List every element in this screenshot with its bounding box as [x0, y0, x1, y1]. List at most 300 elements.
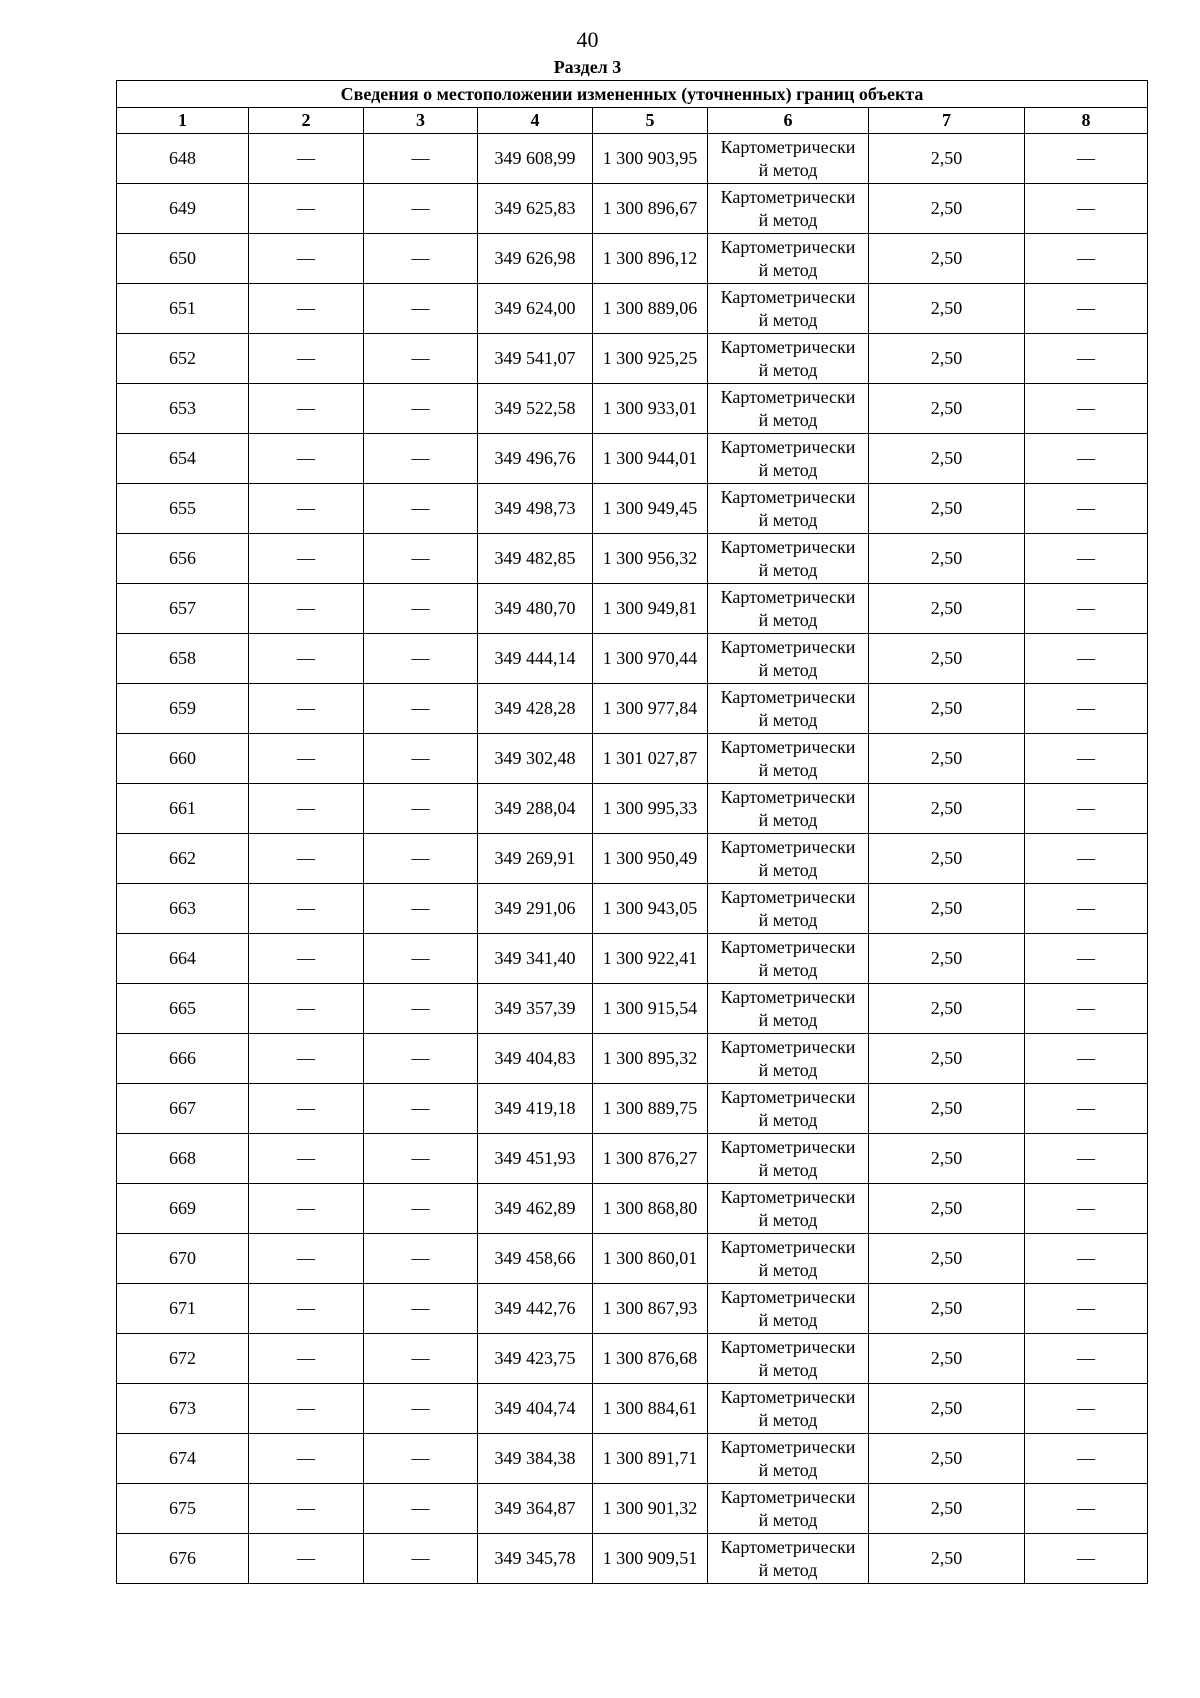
x-coordinate-cell: 349 498,73	[478, 484, 593, 534]
y-coordinate-cell: 1 300 956,32	[593, 534, 708, 584]
point-number-cell: 667	[117, 1084, 249, 1134]
column-number-2: 2	[249, 108, 364, 134]
method-line-2: й метод	[758, 209, 818, 230]
accuracy-cell: 2,50	[869, 834, 1025, 884]
column-8-cell: —	[1025, 584, 1148, 634]
y-coordinate-cell: 1 300 922,41	[593, 934, 708, 984]
x-coordinate-cell: 349 357,39	[478, 984, 593, 1034]
y-coordinate-cell: 1 300 970,44	[593, 634, 708, 684]
accuracy-cell: 2,50	[869, 734, 1025, 784]
column-2-cell: —	[249, 734, 364, 784]
column-2-cell: —	[249, 1234, 364, 1284]
table-row	[117, 1034, 1148, 1084]
x-coordinate-cell: 349 462,89	[478, 1184, 593, 1234]
method-line-2: й метод	[758, 759, 818, 780]
y-coordinate-cell: 1 300 891,71	[593, 1434, 708, 1484]
accuracy-cell: 2,50	[869, 1384, 1025, 1434]
y-coordinate-cell: 1 300 876,27	[593, 1134, 708, 1184]
table-row	[117, 284, 1148, 334]
method-line-1: Картометрически	[720, 786, 856, 807]
table-row	[117, 1434, 1148, 1484]
method-line-2: й метод	[758, 1259, 818, 1280]
table-caption: Сведения о местоположении измененных (уточненных) границ объекта	[117, 81, 1148, 108]
method-line-1: Картометрически	[720, 136, 856, 157]
column-3-cell: —	[364, 434, 478, 484]
accuracy-cell: 2,50	[869, 534, 1025, 584]
method-line-2: й метод	[758, 1109, 818, 1130]
y-coordinate-cell: 1 300 889,06	[593, 284, 708, 334]
column-8-cell: —	[1025, 534, 1148, 584]
point-number-cell: 674	[117, 1434, 249, 1484]
column-8-cell: —	[1025, 284, 1148, 334]
method-line-2: й метод	[758, 1409, 818, 1430]
column-number-8: 8	[1025, 108, 1148, 134]
method-line-2: й метод	[758, 859, 818, 880]
column-8-cell: —	[1025, 784, 1148, 834]
point-number-cell: 665	[117, 984, 249, 1034]
column-3-cell: —	[364, 1434, 478, 1484]
x-coordinate-cell: 349 522,58	[478, 384, 593, 434]
x-coordinate-cell: 349 442,76	[478, 1284, 593, 1334]
column-3-cell: —	[364, 534, 478, 584]
method-line-1: Картометрически	[720, 1186, 856, 1207]
column-3-cell: —	[364, 1284, 478, 1334]
method-line-2: й метод	[758, 1159, 818, 1180]
accuracy-cell: 2,50	[869, 684, 1025, 734]
method-line-1: Картометрически	[720, 1036, 856, 1057]
column-8-cell: —	[1025, 1484, 1148, 1534]
method-line-2: й метод	[758, 1559, 818, 1580]
x-coordinate-cell: 349 404,74	[478, 1384, 593, 1434]
method-line-2: й метод	[758, 959, 818, 980]
accuracy-cell: 2,50	[869, 1484, 1025, 1534]
method-cell	[708, 734, 869, 784]
table-row	[117, 1234, 1148, 1284]
point-number-cell: 660	[117, 734, 249, 784]
y-coordinate-cell: 1 300 884,61	[593, 1384, 708, 1434]
x-coordinate-cell: 349 404,83	[478, 1034, 593, 1084]
method-line-1: Картометрически	[720, 386, 856, 407]
method-cell	[708, 1234, 869, 1284]
method-cell	[708, 834, 869, 884]
column-2-cell: —	[249, 884, 364, 934]
point-number-cell: 673	[117, 1384, 249, 1434]
column-2-cell: —	[249, 1384, 364, 1434]
method-cell	[708, 234, 869, 284]
table-row	[117, 1334, 1148, 1384]
column-2-cell: —	[249, 684, 364, 734]
column-2-cell: —	[249, 1434, 364, 1484]
column-2-cell: —	[249, 1484, 364, 1534]
column-number-row	[117, 108, 1148, 134]
method-line-1: Картометрически	[720, 636, 856, 657]
column-8-cell: —	[1025, 1534, 1148, 1584]
column-3-cell: —	[364, 1334, 478, 1384]
accuracy-cell: 2,50	[869, 1284, 1025, 1334]
column-8-cell: —	[1025, 884, 1148, 934]
column-2-cell: —	[249, 1284, 364, 1334]
table-row	[117, 634, 1148, 684]
table-row	[117, 1134, 1148, 1184]
method-line-1: Картометрически	[720, 186, 856, 207]
method-cell	[708, 1334, 869, 1384]
point-number-cell: 662	[117, 834, 249, 884]
method-cell	[708, 434, 869, 484]
column-number-1: 1	[117, 108, 249, 134]
table-row	[117, 1284, 1148, 1334]
column-2-cell: —	[249, 984, 364, 1034]
y-coordinate-cell: 1 300 943,05	[593, 884, 708, 934]
y-coordinate-cell: 1 300 925,25	[593, 334, 708, 384]
point-number-cell: 676	[117, 1534, 249, 1584]
x-coordinate-cell: 349 480,70	[478, 584, 593, 634]
method-line-2: й метод	[758, 1009, 818, 1030]
column-2-cell: —	[249, 1134, 364, 1184]
method-line-2: й метод	[758, 609, 818, 630]
column-8-cell: —	[1025, 134, 1148, 184]
column-3-cell: —	[364, 1234, 478, 1284]
x-coordinate-cell: 349 482,85	[478, 534, 593, 584]
accuracy-cell: 2,50	[869, 384, 1025, 434]
method-line-1: Картометрически	[720, 586, 856, 607]
column-2-cell: —	[249, 434, 364, 484]
column-3-cell: —	[364, 1384, 478, 1434]
method-cell	[708, 984, 869, 1034]
column-3-cell: —	[364, 334, 478, 384]
point-number-cell: 648	[117, 134, 249, 184]
x-coordinate-cell: 349 302,48	[478, 734, 593, 784]
method-line-1: Картометрически	[720, 1086, 856, 1107]
column-2-cell: —	[249, 1334, 364, 1384]
y-coordinate-cell: 1 300 977,84	[593, 684, 708, 734]
boundary-coordinates-table	[116, 80, 1148, 1584]
column-8-cell: —	[1025, 934, 1148, 984]
method-cell	[708, 334, 869, 384]
column-8-cell: —	[1025, 334, 1148, 384]
table-caption-row	[117, 81, 1148, 108]
y-coordinate-cell: 1 300 896,67	[593, 184, 708, 234]
table-row	[117, 1384, 1148, 1434]
point-number-cell: 670	[117, 1234, 249, 1284]
point-number-cell: 657	[117, 584, 249, 634]
method-line-1: Картометрически	[720, 1386, 856, 1407]
column-2-cell: —	[249, 234, 364, 284]
x-coordinate-cell: 349 341,40	[478, 934, 593, 984]
column-8-cell: —	[1025, 1334, 1148, 1384]
accuracy-cell: 2,50	[869, 784, 1025, 834]
accuracy-cell: 2,50	[869, 1234, 1025, 1284]
accuracy-cell: 2,50	[869, 1034, 1025, 1084]
column-8-cell: —	[1025, 184, 1148, 234]
column-2-cell: —	[249, 384, 364, 434]
method-cell	[708, 1534, 869, 1584]
point-number-cell: 663	[117, 884, 249, 934]
method-cell	[708, 134, 869, 184]
x-coordinate-cell: 349 291,06	[478, 884, 593, 934]
column-3-cell: —	[364, 634, 478, 684]
point-number-cell: 651	[117, 284, 249, 334]
table-row	[117, 484, 1148, 534]
accuracy-cell: 2,50	[869, 184, 1025, 234]
point-number-cell: 652	[117, 334, 249, 384]
x-coordinate-cell: 349 419,18	[478, 1084, 593, 1134]
accuracy-cell: 2,50	[869, 134, 1025, 184]
point-number-cell: 656	[117, 534, 249, 584]
method-line-1: Картометрически	[720, 486, 856, 507]
table-row	[117, 834, 1148, 884]
x-coordinate-cell: 349 384,38	[478, 1434, 593, 1484]
column-8-cell: —	[1025, 684, 1148, 734]
column-8-cell: —	[1025, 1084, 1148, 1134]
column-number-5: 5	[593, 108, 708, 134]
accuracy-cell: 2,50	[869, 984, 1025, 1034]
column-3-cell: —	[364, 984, 478, 1034]
method-line-1: Картометрически	[720, 1486, 856, 1507]
method-cell	[708, 1184, 869, 1234]
column-3-cell: —	[364, 734, 478, 784]
x-coordinate-cell: 349 625,83	[478, 184, 593, 234]
table-row	[117, 784, 1148, 834]
point-number-cell: 669	[117, 1184, 249, 1234]
accuracy-cell: 2,50	[869, 634, 1025, 684]
column-2-cell: —	[249, 934, 364, 984]
point-number-cell: 675	[117, 1484, 249, 1534]
column-3-cell: —	[364, 1484, 478, 1534]
column-2-cell: —	[249, 1534, 364, 1584]
column-8-cell: —	[1025, 734, 1148, 784]
method-line-2: й метод	[758, 1309, 818, 1330]
column-3-cell: —	[364, 784, 478, 834]
column-2-cell: —	[249, 184, 364, 234]
point-number-cell: 658	[117, 634, 249, 684]
point-number-cell: 672	[117, 1334, 249, 1384]
point-number-cell: 650	[117, 234, 249, 284]
x-coordinate-cell: 349 496,76	[478, 434, 593, 484]
method-line-2: й метод	[758, 509, 818, 530]
column-3-cell: —	[364, 584, 478, 634]
y-coordinate-cell: 1 300 933,01	[593, 384, 708, 434]
y-coordinate-cell: 1 300 901,32	[593, 1484, 708, 1534]
column-3-cell: —	[364, 184, 478, 234]
point-number-cell: 661	[117, 784, 249, 834]
table-row	[117, 534, 1148, 584]
column-number-4: 4	[478, 108, 593, 134]
column-8-cell: —	[1025, 1134, 1148, 1184]
y-coordinate-cell: 1 300 896,12	[593, 234, 708, 284]
method-line-1: Картометрически	[720, 1536, 856, 1557]
column-number-7: 7	[869, 108, 1025, 134]
point-number-cell: 653	[117, 384, 249, 434]
y-coordinate-cell: 1 300 889,75	[593, 1084, 708, 1134]
accuracy-cell: 2,50	[869, 934, 1025, 984]
table-row	[117, 1484, 1148, 1534]
column-3-cell: —	[364, 1034, 478, 1084]
y-coordinate-cell: 1 300 915,54	[593, 984, 708, 1034]
method-line-1: Картометрически	[720, 1136, 856, 1157]
table-row	[117, 434, 1148, 484]
section-title: Раздел 3	[553, 57, 622, 77]
method-line-2: й метод	[758, 309, 818, 330]
method-line-2: й метод	[758, 259, 818, 280]
method-cell	[708, 1384, 869, 1434]
method-cell	[708, 884, 869, 934]
method-cell	[708, 534, 869, 584]
method-cell	[708, 934, 869, 984]
method-cell	[708, 1284, 869, 1334]
method-line-1: Картометрически	[720, 1436, 856, 1457]
method-cell	[708, 1034, 869, 1084]
accuracy-cell: 2,50	[869, 1534, 1025, 1584]
table-row	[117, 1184, 1148, 1234]
column-2-cell: —	[249, 1084, 364, 1134]
y-coordinate-cell: 1 300 949,81	[593, 584, 708, 634]
y-coordinate-cell: 1 300 903,95	[593, 134, 708, 184]
column-8-cell: —	[1025, 1184, 1148, 1234]
y-coordinate-cell: 1 300 944,01	[593, 434, 708, 484]
method-cell	[708, 1134, 869, 1184]
column-8-cell: —	[1025, 434, 1148, 484]
y-coordinate-cell: 1 301 027,87	[593, 734, 708, 784]
column-3-cell: —	[364, 684, 478, 734]
method-cell	[708, 1484, 869, 1534]
y-coordinate-cell: 1 300 876,68	[593, 1334, 708, 1384]
table-row	[117, 334, 1148, 384]
column-2-cell: —	[249, 584, 364, 634]
table-row	[117, 684, 1148, 734]
column-8-cell: —	[1025, 1284, 1148, 1334]
y-coordinate-cell: 1 300 995,33	[593, 784, 708, 834]
table-body	[117, 134, 1148, 1584]
accuracy-cell: 2,50	[869, 584, 1025, 634]
column-2-cell: —	[249, 334, 364, 384]
accuracy-cell: 2,50	[869, 1134, 1025, 1184]
table-row	[117, 584, 1148, 634]
x-coordinate-cell: 349 608,99	[478, 134, 593, 184]
column-3-cell: —	[364, 234, 478, 284]
method-line-1: Картометрически	[720, 1236, 856, 1257]
x-coordinate-cell: 349 458,66	[478, 1234, 593, 1284]
point-number-cell: 664	[117, 934, 249, 984]
table-row	[117, 934, 1148, 984]
column-8-cell: —	[1025, 634, 1148, 684]
method-cell	[708, 484, 869, 534]
method-line-2: й метод	[758, 809, 818, 830]
method-line-2: й метод	[758, 1209, 818, 1230]
column-8-cell: —	[1025, 984, 1148, 1034]
column-3-cell: —	[364, 1134, 478, 1184]
column-3-cell: —	[364, 934, 478, 984]
method-line-1: Картометрически	[720, 836, 856, 857]
method-cell	[708, 184, 869, 234]
column-3-cell: —	[364, 1534, 478, 1584]
column-8-cell: —	[1025, 484, 1148, 534]
column-2-cell: —	[249, 134, 364, 184]
column-3-cell: —	[364, 284, 478, 334]
method-line-1: Картометрически	[720, 736, 856, 757]
method-line-1: Картометрически	[720, 236, 856, 257]
column-8-cell: —	[1025, 234, 1148, 284]
column-3-cell: —	[364, 384, 478, 434]
method-line-2: й метод	[758, 459, 818, 480]
x-coordinate-cell: 349 269,91	[478, 834, 593, 884]
column-3-cell: —	[364, 884, 478, 934]
x-coordinate-cell: 349 423,75	[478, 1334, 593, 1384]
method-line-2: й метод	[758, 1459, 818, 1480]
accuracy-cell: 2,50	[869, 284, 1025, 334]
method-cell	[708, 634, 869, 684]
x-coordinate-cell: 349 624,00	[478, 284, 593, 334]
accuracy-cell: 2,50	[869, 334, 1025, 384]
method-line-2: й метод	[758, 1509, 818, 1530]
x-coordinate-cell: 349 364,87	[478, 1484, 593, 1534]
table-row	[117, 1534, 1148, 1584]
column-3-cell: —	[364, 134, 478, 184]
y-coordinate-cell: 1 300 895,32	[593, 1034, 708, 1084]
column-3-cell: —	[364, 1084, 478, 1134]
column-2-cell: —	[249, 1034, 364, 1084]
accuracy-cell: 2,50	[869, 434, 1025, 484]
accuracy-cell: 2,50	[869, 234, 1025, 284]
column-3-cell: —	[364, 834, 478, 884]
y-coordinate-cell: 1 300 868,80	[593, 1184, 708, 1234]
accuracy-cell: 2,50	[869, 884, 1025, 934]
accuracy-cell: 2,50	[869, 1334, 1025, 1384]
accuracy-cell: 2,50	[869, 484, 1025, 534]
method-line-1: Картометрически	[720, 886, 856, 907]
y-coordinate-cell: 1 300 909,51	[593, 1534, 708, 1584]
method-line-1: Картометрически	[720, 1336, 856, 1357]
table-row	[117, 134, 1148, 184]
x-coordinate-cell: 349 626,98	[478, 234, 593, 284]
x-coordinate-cell: 349 541,07	[478, 334, 593, 384]
method-line-2: й метод	[758, 159, 818, 180]
method-cell	[708, 284, 869, 334]
column-2-cell: —	[249, 634, 364, 684]
method-line-1: Картометрически	[720, 936, 856, 957]
point-number-cell: 666	[117, 1034, 249, 1084]
method-line-1: Картометрически	[720, 286, 856, 307]
column-2-cell: —	[249, 834, 364, 884]
table-row	[117, 184, 1148, 234]
x-coordinate-cell: 349 451,93	[478, 1134, 593, 1184]
point-number-cell: 671	[117, 1284, 249, 1334]
method-cell	[708, 584, 869, 634]
page-number: 40	[576, 27, 599, 52]
column-number-6: 6	[708, 108, 869, 134]
accuracy-cell: 2,50	[869, 1434, 1025, 1484]
table-row	[117, 384, 1148, 434]
y-coordinate-cell: 1 300 949,45	[593, 484, 708, 534]
x-coordinate-cell: 349 444,14	[478, 634, 593, 684]
column-8-cell: —	[1025, 1384, 1148, 1434]
column-2-cell: —	[249, 1184, 364, 1234]
method-line-1: Картометрически	[720, 686, 856, 707]
x-coordinate-cell: 349 428,28	[478, 684, 593, 734]
column-2-cell: —	[249, 484, 364, 534]
column-8-cell: —	[1025, 834, 1148, 884]
column-2-cell: —	[249, 284, 364, 334]
method-cell	[708, 684, 869, 734]
x-coordinate-cell: 349 345,78	[478, 1534, 593, 1584]
column-8-cell: —	[1025, 384, 1148, 434]
method-cell	[708, 1084, 869, 1134]
column-3-cell: —	[364, 484, 478, 534]
method-line-2: й метод	[758, 409, 818, 430]
method-line-1: Картометрически	[720, 336, 856, 357]
method-line-2: й метод	[758, 909, 818, 930]
x-coordinate-cell: 349 288,04	[478, 784, 593, 834]
accuracy-cell: 2,50	[869, 1084, 1025, 1134]
